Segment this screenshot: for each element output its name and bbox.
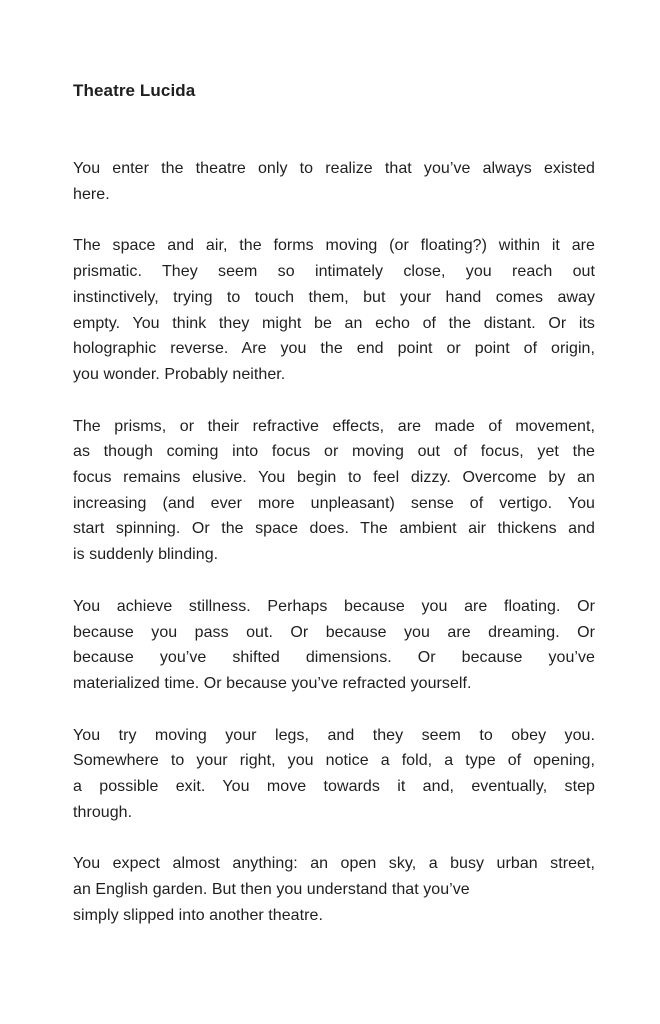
text-line: because you’ve shifted dimensions. Or because you’ve bbox=[73, 649, 595, 667]
text-line: holographic reverse. Are you the end point or point of origin, bbox=[73, 340, 595, 358]
text-line: an English garden. But then you understand that you’ve bbox=[73, 881, 470, 899]
text-line: here. bbox=[73, 185, 110, 203]
text-line: you wonder. Probably neither. bbox=[73, 365, 286, 383]
text-line: You achieve stillness. Perhaps because you are floating. Or bbox=[73, 597, 595, 615]
paragraph-5 bbox=[73, 723, 595, 826]
paragraph-1 bbox=[73, 156, 595, 207]
text-line: as though coming into focus or moving out of focus, yet the bbox=[73, 443, 595, 461]
text-line: The space and air, the forms moving (or floating?) within it are bbox=[73, 237, 595, 255]
text-line: empty. You think they might be an echo of the distant. Or its bbox=[73, 314, 595, 332]
paragraph-4 bbox=[73, 594, 595, 697]
document-title: Theatre Lucida bbox=[73, 81, 196, 100]
text-line: through. bbox=[73, 803, 133, 821]
text-line: is suddenly blinding. bbox=[73, 546, 219, 564]
text-line: Somewhere to your right, you notice a fold, a type of opening, bbox=[73, 752, 595, 770]
paragraph-6 bbox=[73, 851, 595, 928]
text-line: instinctively, trying to touch them, but your hand comes away bbox=[73, 288, 595, 306]
text-line: because you pass out. Or because you are dreaming. Or bbox=[73, 623, 595, 641]
text-line: You try moving your legs, and they seem to obey you. bbox=[73, 726, 595, 744]
text-line: You enter the theatre only to realize that you’ve always existed bbox=[73, 160, 595, 177]
text-line: prismatic. They seem so intimately close, you reach out bbox=[73, 263, 595, 281]
text-line: simply slipped into another theatre. bbox=[73, 906, 323, 924]
text-line: The prisms, or their refractive effects, are made of movement, bbox=[73, 417, 595, 435]
text-line: start spinning. Or the space does. The ambient air thickens and bbox=[73, 520, 595, 538]
paragraph-2 bbox=[73, 233, 595, 387]
text-line: increasing (and ever more unpleasant) sense of vertigo. You bbox=[73, 494, 595, 512]
text-line: focus remains elusive. You begin to feel dizzy. Overcome by an bbox=[73, 469, 595, 487]
text-line: You expect almost anything: an open sky, a busy urban street, bbox=[73, 855, 595, 873]
text-line: materialized time. Or because you’ve refracted yourself. bbox=[73, 674, 472, 692]
text-line: a possible exit. You move towards it and, eventually, step bbox=[73, 778, 595, 796]
paragraph-3 bbox=[73, 414, 595, 568]
